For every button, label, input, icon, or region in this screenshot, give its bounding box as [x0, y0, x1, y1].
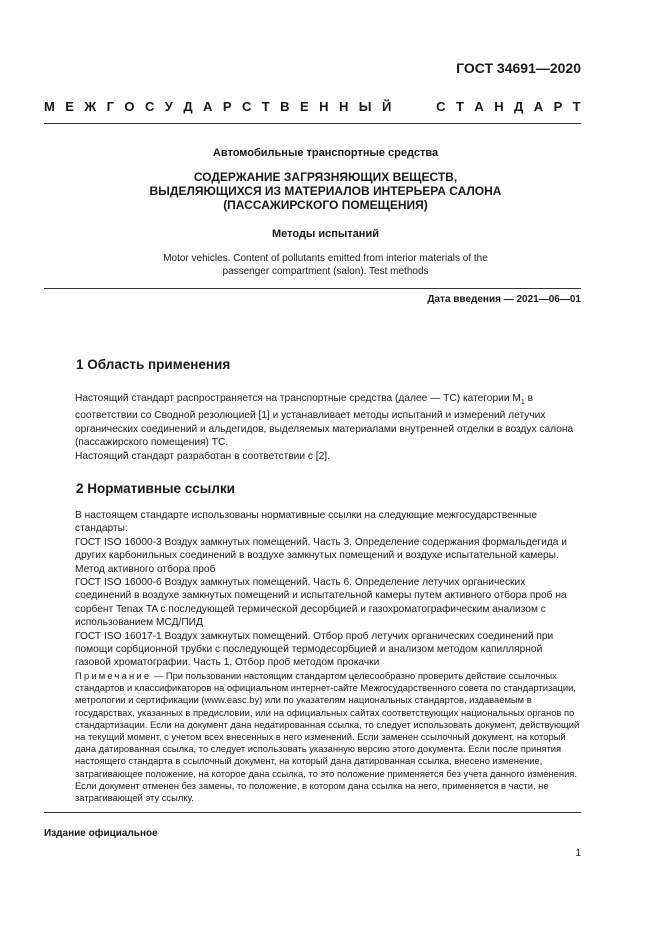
heading-letter: Т	[261, 99, 270, 114]
title-line-2: ВЫДЕЛЯЮЩИХСЯ ИЗ МАТЕРИАЛОВ ИНТЕРЬЕРА САЛОНА	[149, 184, 502, 198]
heading-letter: А	[203, 99, 213, 114]
heading-letter: М	[44, 99, 55, 114]
reference-item: ГОСТ ISO 16000-3 Воздух замкнутых помещений. Часть 3. Определение содержания формальдегида и других карбонильных соединений в воздухе замкнутых помещений и воздухе испытательной камеры. Метод активного отбора проб	[75, 536, 567, 575]
heading-letter: А	[474, 99, 484, 114]
title-line-1: СОДЕРЖАНИЕ ЗАГРЯЗНЯЮЩИХ ВЕЩЕСТВ,	[193, 170, 458, 184]
section-1-title: 1 Область применения	[76, 357, 231, 372]
heading-letter: С	[436, 99, 446, 114]
heading-letter: С	[241, 99, 252, 114]
heading-letter: Й	[381, 99, 392, 114]
section-2-intro: В настоящем стандарте использованы нормативные ссылки на следующие межгосударственные стандарты:	[75, 510, 538, 535]
heading-letter: С	[144, 99, 155, 114]
standard-category: Автомобильные транспортные средства	[212, 147, 439, 159]
standard-title	[70, 170, 581, 212]
gost-number: ГОСТ 34691—2020	[456, 60, 581, 76]
heading-letter: Н	[338, 99, 349, 114]
heading-letter: Р	[222, 99, 232, 114]
heading-letter: У	[164, 99, 173, 114]
heading-letter: Н	[319, 99, 329, 114]
heading-letter: Е	[65, 99, 74, 114]
heading-letter: Т	[455, 99, 464, 114]
footer-rule	[44, 812, 581, 813]
p1-text-b: в соответствии со Сводной резолюцией [1] и устанавливает методы испытаний и измерений летучих органических соединений и альдегидов, выделяемых материалами внутренней отделки в воздух салона (пассажирского помещения) ТС.	[75, 393, 574, 449]
heading-letter: В	[280, 99, 290, 114]
heading-letter: О	[124, 99, 135, 114]
heading-letter: Д	[183, 99, 193, 114]
section-2-title: 2 Нормативные ссылки	[76, 481, 235, 496]
heading-letter: Ж	[84, 99, 97, 114]
standard-subtitle: Методы испытаний	[272, 228, 379, 240]
heading-letter: Т	[572, 99, 581, 114]
page-number: 1	[575, 848, 581, 859]
section-1-body	[75, 392, 581, 463]
interstate-standard-heading	[44, 99, 581, 114]
heading-letter: А	[533, 99, 544, 114]
reference-item: ГОСТ ISO 16017-1 Воздух замкнутых помещений. Отбор проб летучих органических соединений при помощи сорбционной трубки с последующей термодесорбцией и анализом методом капиллярной газовой хроматографии. Часть 1. Отбор проб методом прокачки	[75, 630, 554, 669]
heading-letter: Р	[553, 99, 563, 114]
note-block	[75, 670, 581, 804]
section-1-paragraph-2: Настоящий стандарт разработан в соответствии с [2].	[75, 450, 330, 462]
note-text: — При пользовании настоящим стандартом целесообразно проверить действие ссылочных стандартов и классификаторов на официальном интернет-сайте Межгосударственного совета по стандартизации, метрологии и сертификации (www.easc.by) или по указателям национальных стандартов, издаваемым в государствах, указанных в предисловии, или на официальных сайтах соответствующих национальных органов по стандартизации. Если на документ дана недатированная ссылка, то следует использовать документ, действующий на текущий момент, с учетом всех внесенных в него изменений. Если заменен ссылочный документ, на который дана датированная ссылка, то следует использовать указанную версию этого документа. Если после принятия настоящего стандарта в ссылочный документ, на который дана датированная ссылка, внесено изменение, затрагивающее положение, на которое дана ссылка, то это положение применяется без учета данного изменения. Если документ отменен без замены, то положение, в котором дана ссылка на него, применяется в части, не затрагивающей эту ссылку.	[75, 670, 580, 804]
heading-letter: Г	[106, 99, 114, 114]
category-subscript: 1	[520, 399, 525, 407]
heading-word-gap	[402, 99, 426, 114]
heading-letter: Е	[300, 99, 309, 114]
section-1-paragraph-1	[75, 392, 581, 450]
english-title-line-2: passenger compartment (salon). Test methods	[222, 266, 429, 277]
title-rule	[44, 288, 581, 289]
note-label: Примечание	[75, 670, 152, 681]
heading-letter: Д	[514, 99, 524, 114]
title-line-3: (ПАССАЖИРСКОГО ПОМЕЩЕНИЯ)	[223, 198, 428, 212]
introduction-date: Дата введения — 2021—06—01	[427, 294, 581, 305]
heading-letter: Ы	[358, 99, 372, 114]
official-edition: Издание официальное	[44, 828, 158, 839]
reference-item: ГОСТ ISO 16000-6 Воздух замкнутых помещений. Часть 6. Определение летучих органических соединений в воздухе замкнутых помещений и испытательной камеры путем активного отбора проб на сорбент Tenax TA с последующей термической десорбцией и газохроматографическим анализом с использованием МСД/ПИД	[75, 577, 567, 629]
header-rule	[44, 123, 581, 124]
english-title	[70, 252, 581, 278]
section-2-body	[75, 509, 581, 670]
heading-letter: Н	[494, 99, 504, 114]
p1-text-a: Настоящий стандарт распространяется на транспортные средства (далее — ТС) категории М	[75, 393, 521, 404]
english-title-line-1: Motor vehicles. Content of pollutants emitted from interior materials of the	[163, 253, 488, 264]
